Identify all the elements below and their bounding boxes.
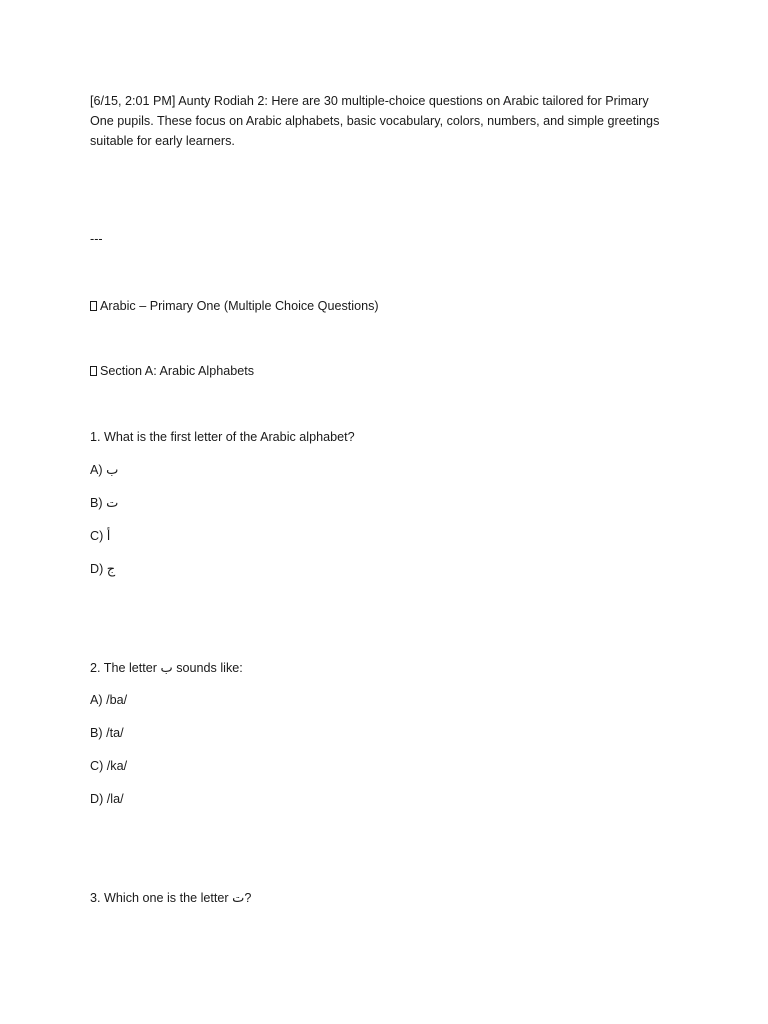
heading-text: Arabic – Primary One (Multiple Choice Questions) bbox=[100, 299, 379, 313]
prompt-text: ? bbox=[244, 891, 252, 905]
missing-glyph-icon bbox=[90, 301, 97, 311]
question-3-prompt bbox=[90, 888, 670, 909]
question-1-option-a bbox=[90, 460, 670, 481]
question-2-prompt bbox=[90, 658, 670, 679]
question-1-prompt: 1. What is the first letter of the Arabic alphabet? bbox=[90, 430, 355, 444]
option-label: B) bbox=[90, 496, 107, 510]
option-label: A) bbox=[90, 463, 107, 477]
section-heading bbox=[90, 361, 670, 381]
question-1-option-c bbox=[90, 526, 670, 547]
separator: --- bbox=[90, 232, 103, 246]
prompt-text: 3. Which one is the letter bbox=[90, 891, 233, 905]
option-label: D) bbox=[90, 562, 107, 576]
question-1-option-b bbox=[90, 493, 670, 514]
prompt-text: sounds like: bbox=[172, 661, 243, 675]
option-label: C) bbox=[90, 529, 107, 543]
prompt-letter: ب bbox=[160, 661, 173, 676]
option-letter: ج bbox=[106, 562, 116, 577]
option-letter: أ bbox=[106, 529, 111, 544]
option-letter: ت bbox=[106, 496, 119, 511]
question-2-option-c: C) /ka/ bbox=[90, 759, 128, 773]
question-2-option-b: B) /ta/ bbox=[90, 726, 124, 740]
intro-paragraph: [6/15, 2:01 PM] Aunty Rodiah 2: Here are 30 multiple-choice questions on Arabic tailored for Primary One pupils. These focus on Arabic alphabets, basic vocabulary, colors, numbers, and simple greetings suitable for early learners. bbox=[90, 94, 663, 148]
question-1-option-d bbox=[90, 559, 670, 580]
option-letter: ب bbox=[106, 463, 119, 478]
question-2-option-d: D) /la/ bbox=[90, 792, 124, 806]
document-page bbox=[90, 0, 670, 1024]
document-heading bbox=[90, 296, 670, 316]
missing-glyph-icon bbox=[90, 366, 97, 376]
question-2-option-a: A) /ba/ bbox=[90, 693, 128, 707]
prompt-letter: ت bbox=[232, 891, 245, 906]
prompt-text: 2. The letter bbox=[90, 661, 161, 675]
section-text: Section A: Arabic Alphabets bbox=[100, 364, 255, 378]
